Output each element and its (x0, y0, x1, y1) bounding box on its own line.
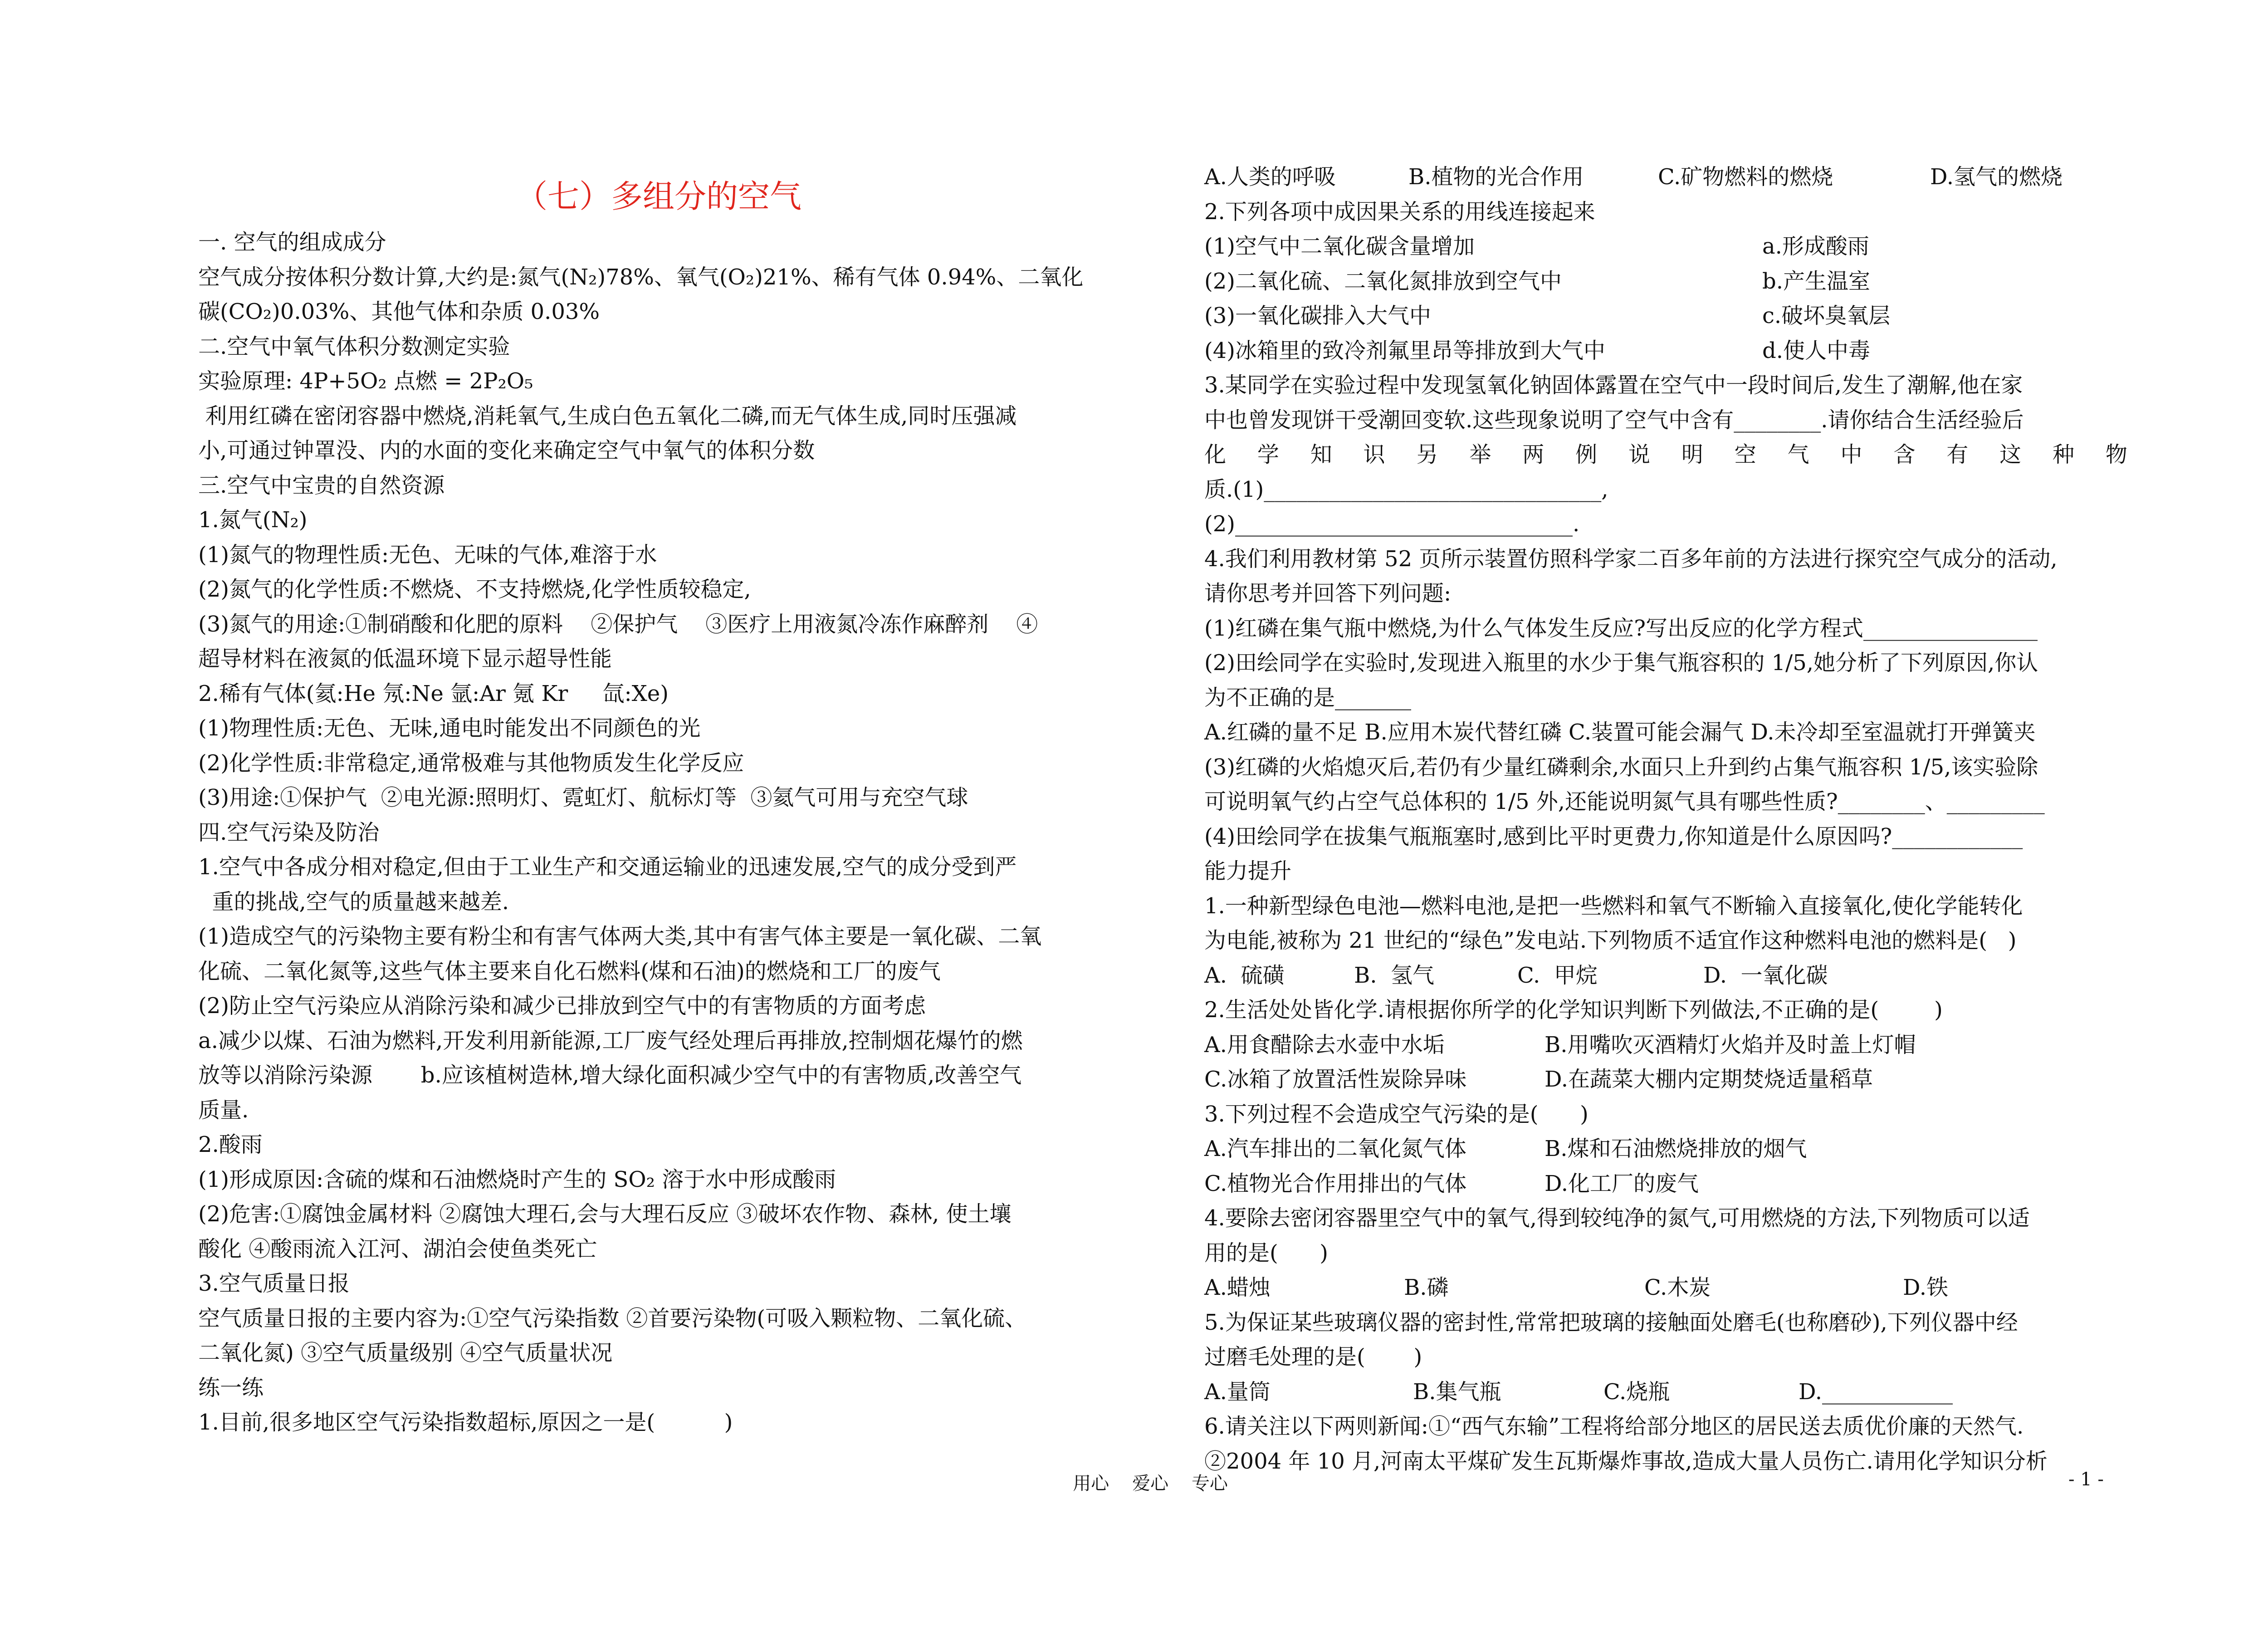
text-line: 2.稀有气体(氦:He 氖:Ne 氩:Ar 氪 Kr 氙:Xe) (198, 681, 669, 706)
text-line: (3)红磷的火焰熄灭后,若仍有少量红磷剩余,水面只上升到约占集气瓶容积 1/5,该实验除 (1204, 754, 2038, 780)
text-line: 2.酸雨 (198, 1132, 263, 1157)
text-line: 酸化 ④酸雨流入江河、湖泊会使鱼类死亡 (198, 1236, 597, 1262)
text-line: 4.我们利用教材第 52 页所示装置仿照科学家二百多年前的方法进行探究空气成分的活动, (1204, 546, 2058, 572)
text-line: 能力提升 (1204, 858, 1292, 884)
p5-line: 过磨毛处理的是( ) (1204, 1344, 1422, 1370)
p5-options: A.量筒 B.集气瓶 C.烧瓶 D.____________ (1204, 1379, 1953, 1405)
q1-option-c: C.矿物燃料的燃烧 (1658, 164, 1833, 190)
text-line: (2)防止空气污染应从消除污染和减少已排放到空气中的有害物质的方面考虑 (198, 993, 926, 1019)
q2-pair: (2)二氧化硫、二氧化氮排放到空气中 b.产生温室 (1204, 268, 1870, 294)
left-column (198, 171, 1119, 1440)
text-line: (2)化学性质:非常稳定,通常极难与其他物质发生化学反应 (198, 750, 744, 776)
p2-title: 2.生活处处皆化学.请根据你所学的化学知识判断下列做法,不正确的是( ) (1204, 997, 1943, 1023)
p3-options-row: C.植物光合作用排出的气体 D.化工厂的废气 (1204, 1171, 1699, 1196)
text-line: 质量. (198, 1097, 249, 1123)
q2-pair: (1)空气中二氧化碳含量增加 a.形成酸雨 (1204, 234, 1869, 259)
text-line: (1)造成空气的污染物主要有粉尘和有害气体两大类,其中有害气体主要是一氧化碳、二氧 (198, 924, 1042, 949)
right-column (1204, 160, 2127, 1479)
p4-line: 4.要除去密闭容器里空气中的氧气,得到较纯净的氮气,可用燃烧的方法,下列物质可以适 (1204, 1205, 2030, 1231)
text-line: 空气成分按体积分数计算,大约是:氮气(N₂)78%、氧气(O₂)21%、稀有气体 0.94%、二氧化 (198, 264, 1084, 290)
text-line: 可说明氧气约占空气总体积的 1/5 外,还能说明氮气具有哪些性质?________、_________ (1204, 789, 2045, 814)
text-line: (2)氮气的化学性质:不燃烧、不支持燃烧,化学性质较稳定, (198, 577, 751, 602)
q1-options (1204, 160, 2127, 195)
text-line: 质.(1)_______________________________, (1204, 476, 1608, 502)
p2-options-row: C.冰箱了放置活性炭除异味 D.在蔬菜大棚内定期焚烧适量稻草 (1204, 1067, 1873, 1092)
q2-pair: (4)冰箱里的致冷剂氟里昂等排放到大气中 d.使人中毒 (1204, 338, 1870, 363)
text-line: 1.氮气(N₂) (198, 507, 308, 533)
p3-title: 3.下列过程不会造成空气污染的是( ) (1204, 1101, 1589, 1127)
p4-line: 用的是( ) (1204, 1240, 1329, 1266)
text-line: 放等以消除污染源 b.应该植树造林,增大绿化面积减少空气中的有害物质,改善空气 (198, 1063, 1022, 1088)
p6-line: 6.请关注以下两则新闻:①“西气东输”工程将给部分地区的居民送去质优价廉的天然气. (1204, 1414, 2024, 1439)
q3-line: 中也曾发现饼干受潮回变软.这些现象说明了空气中含有________.请你结合生活经验后 (1204, 407, 2024, 433)
p5-line: 5.为保证某些玻璃仪器的密封性,常常把玻璃的接触面处磨毛(也称磨砂),下列仪器中经 (1204, 1309, 2018, 1335)
text-line: (3)氮气的用途:①制硝酸和化肥的原料 ②保护气 ③医疗上用液氮冷冻作麻醉剂 ④ (198, 611, 1038, 637)
text-line: (4)田绘同学在拔集气瓶瓶塞时,感到比平时更费力,你知道是什么原因吗?____________ (1204, 823, 2023, 849)
text-line: 小,可通过钟罩没、内的水面的变化来确定空气中氧气的体积分数 (198, 438, 815, 463)
text-line: 利用红磷在密闭容器中燃烧,消耗氧气,生成白色五氧化二磷,而无气体生成,同时压强减 (198, 403, 1017, 429)
p2-options-row: A.用食醋除去水壶中水垢 B.用嘴吹灭酒精灯火焰并及时盖上灯帽 (1204, 1032, 1916, 1058)
q1-option-a: A.人类的呼吸 (1204, 164, 1336, 190)
text-line: (1)物理性质:无色、无味,通电时能发出不同颜色的光 (198, 715, 701, 741)
page-number: - 1 - (2068, 1469, 2104, 1490)
p1-options: A. 硫磺 B. 氢气 C. 甲烷 D. 一氧化碳 (1204, 962, 1828, 988)
text-line: 1.空气中各成分相对稳定,但由于工业生产和交通运输业的迅速发展,空气的成分受到严 (198, 854, 1017, 880)
text-line: 超导材料在液氮的低温环境下显示超导性能 (198, 646, 612, 671)
text-line: (2)危害:①腐蚀金属材料 ②腐蚀大理石,会与大理石反应 ③破坏农作物、森林, 使土壤 (198, 1201, 1012, 1227)
q1-option-b: B.植物的光合作用 (1408, 164, 1584, 190)
text-line: (2)田绘同学在实验时,发现进入瓶里的水少于集气瓶容积的 1/5,她分析了下列原因,你认 (1204, 650, 2038, 676)
text-line: 化硫、二氧化氮等,这些气体主要来自化石燃料(煤和石油)的燃烧和工厂的废气 (198, 958, 941, 984)
text-line: 3.空气质量日报 (198, 1271, 350, 1296)
p6-line: ②2004 年 10 月,河南太平煤矿发生瓦斯爆炸事故,造成大量人员伤亡.请用化学知识分析 (1204, 1448, 2048, 1474)
text-line: (1)红磷在集气瓶中燃烧,为什么气体发生反应?写出反应的化学方程式________________ (1204, 615, 2038, 641)
text-line: A.红磷的量不足 B.应用木炭代替红磷 C.装置可能会漏气 D.未冷却至室温就打开弹簧夹 (1204, 720, 2036, 745)
q2-title: 2.下列各项中成因果关系的用线连接起来 (1204, 199, 1595, 225)
text-line: 一. 空气的组成成分 (198, 230, 386, 255)
text-line: 重的挑战,空气的质量越来越差. (198, 889, 509, 915)
text-line: 四.空气污染及防治 (198, 819, 380, 845)
text-line: 1.目前,很多地区空气污染指数超标,原因之一是( ) (198, 1410, 733, 1435)
text-line: 练一练 (198, 1375, 264, 1401)
q1-option-d: D.氢气的燃烧 (1930, 164, 2063, 190)
text-line: 实验原理: 4P+5O₂ 点燃 = 2P₂O₅ (198, 368, 533, 394)
text-line: (2)_______________________________. (1204, 511, 1580, 537)
p3-options-row: A.汽车排出的二氧化氮气体 B.煤和石油燃烧排放的烟气 (1204, 1136, 1807, 1161)
text-line: (1)氮气的物理性质:无色、无味的气体,难溶于水 (198, 542, 657, 568)
text-line: 空气质量日报的主要内容为:①空气污染指数 ②首要污染物(可吸入颗粒物、二氧化硫、 (198, 1305, 1027, 1331)
text-line: a.减少以煤、石油为燃料,开发利用新能源,工厂废气经处理后再排放,控制烟花爆竹的燃 (198, 1028, 1023, 1053)
p4-options: A.蜡烛 B.磷 C.木炭 D.铁 (1204, 1275, 1949, 1300)
text-line: 二.空气中氧气体积分数测定实验 (198, 333, 510, 359)
text-line: 请你思考并回答下列问题: (1204, 581, 1452, 606)
right-content (1204, 472, 2127, 958)
footer-motto: 用心 爱心 专心 (1073, 1473, 1228, 1494)
text-line: 碳(CO₂)0.03%、其他气体和杂质 0.03% (198, 299, 600, 324)
q3-line: 3.某同学在实验过程中发现氢氧化钠固体露置在空气中一段时间后,发生了潮解,他在家 (1204, 372, 2023, 398)
q3-spread-line: 化 学 知 识 另 举 两 例 说 明 空 气 中 含 有 这 种 物 (1204, 442, 2127, 467)
q2-pair: (3)一氧化碳排入大气中 c.破坏臭氧层 (1204, 303, 1891, 328)
text-line: 1.一种新型绿色电池—燃料电池,是把一些燃料和氧气不断输入直接氧化,使化学能转化 (1204, 893, 2023, 919)
text-line: 三.空气中宝贵的自然资源 (198, 472, 445, 498)
text-line: 为电能,被称为 21 世纪的“绿色”发电站.下列物质不适宜作这种燃料电池的燃料是( ) (1204, 928, 2017, 953)
page-title: （七）多组分的空气 (516, 178, 802, 215)
text-line: (1)形成原因:含硫的煤和石油燃烧时产生的 SO₂ 溶于水中形成酸雨 (198, 1166, 836, 1192)
text-line: 二氧化氮) ③空气质量级别 ④空气质量状况 (198, 1340, 613, 1366)
left-content (198, 225, 1119, 1440)
text-line: 为不正确的是_______ (1204, 685, 1412, 710)
text-line: (3)用途:①保护气 ②电光源:照明灯、霓虹灯、航标灯等 ③氦气可用与充空气球 (198, 785, 968, 810)
